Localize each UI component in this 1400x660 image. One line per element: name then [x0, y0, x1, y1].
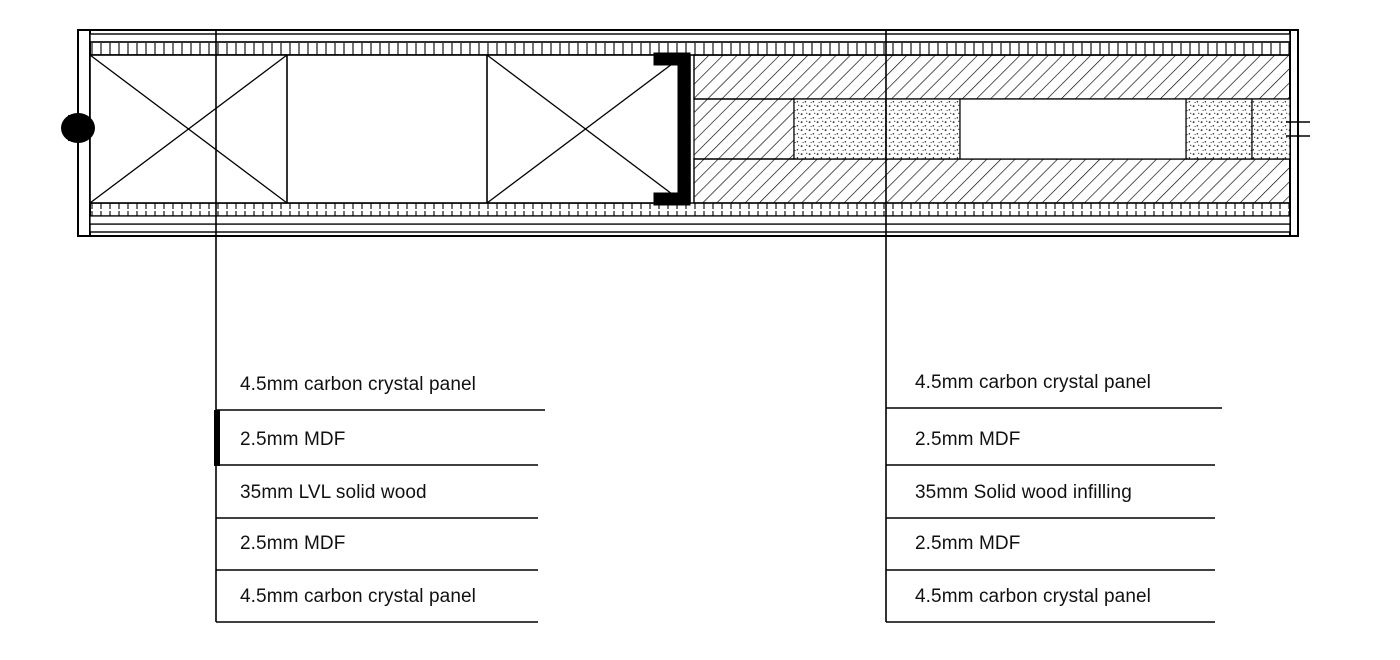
- right-layer-label-2: 2.5mm MDF: [915, 429, 1021, 450]
- left-layer-label-5: 4.5mm carbon crystal panel: [240, 586, 476, 607]
- solid-wood-infilling-right: [694, 55, 1310, 203]
- right-layer-label-1: 4.5mm carbon crystal panel: [915, 372, 1151, 393]
- right-layer-label-4: 2.5mm MDF: [915, 533, 1021, 554]
- right-layer-label-5: 4.5mm carbon crystal panel: [915, 586, 1151, 607]
- left-layer-label-4: 2.5mm MDF: [240, 533, 346, 554]
- right-layer-label-3: 35mm Solid wood infilling: [915, 482, 1132, 503]
- lvl-core-left: [90, 55, 690, 203]
- left-layer-label-1: 4.5mm carbon crystal panel: [240, 374, 476, 395]
- hinge-knob: [61, 113, 95, 143]
- left-layer-label-3: 35mm LVL solid wood: [240, 482, 427, 503]
- left-layer-label-2: 2.5mm MDF: [240, 429, 346, 450]
